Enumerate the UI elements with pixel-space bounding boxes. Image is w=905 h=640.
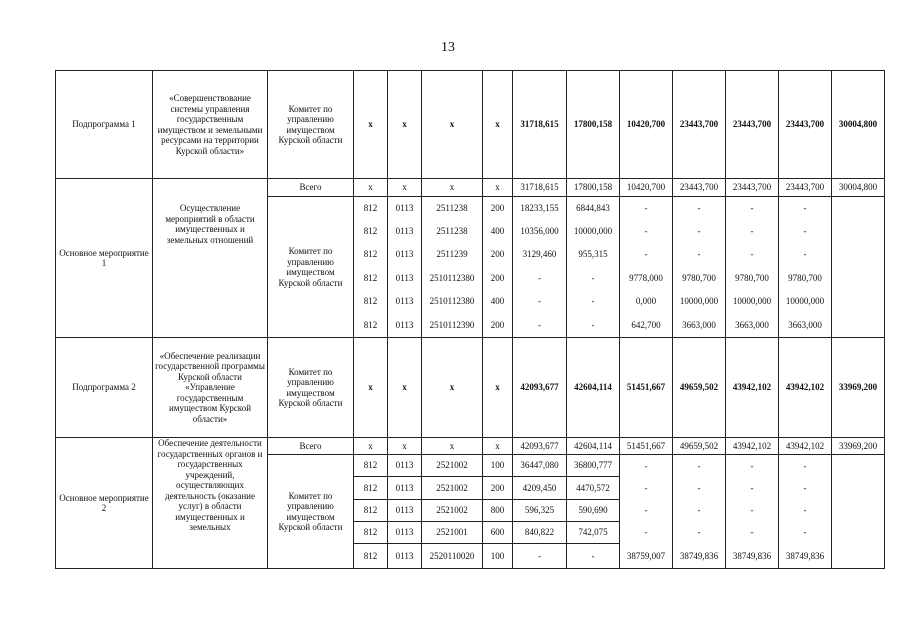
code-cell: 0113 [388,500,422,522]
subprogram-2-row [56,338,885,438]
measure-2-total-row [56,438,885,455]
empty-cell [832,197,885,338]
measure-name: Обеспечение деятельности государственных органов и государственных учреждений, осуществляющих деятельность (оказание услуг) в области имущественных и земельных [153,438,268,569]
value-cell: 10000,000 [673,290,726,314]
value-cell: - [779,455,832,477]
value-cell: 23443,700 [673,179,726,197]
value-cell: - [779,522,832,544]
value-cell: 30004,800 [832,71,885,179]
total-label: Всего [268,179,354,197]
code-cell: 812 [354,243,388,267]
value-cell: 51451,667 [620,438,673,455]
row-type-label: Основное мероприятие 1 [56,179,153,338]
value-cell: - [726,500,779,522]
measure-name: Осуществление мероприятий в области имущественных и земельных отношений [153,179,268,338]
value-cell: - [567,267,620,290]
code-cell: 0113 [388,544,422,569]
executor: Комитет по управлению имуществом Курской области [268,338,354,438]
value-cell: 43942,102 [779,338,832,438]
code-cell: 200 [483,197,513,220]
code-cell: x [354,179,388,197]
code-cell: 0113 [388,290,422,314]
value-cell: - [567,290,620,314]
code-cell: 2521002 [422,455,483,477]
row-type-label: Основное мероприятие 2 [56,438,153,569]
code-cell: 0113 [388,267,422,290]
value-cell: - [673,197,726,220]
value-cell: 23443,700 [726,179,779,197]
subprogram-1-row [56,71,885,179]
code-cell: 2521002 [422,477,483,500]
subprogram-name: «Обеспечение реализации государственной программы Курской области «Управление государственным имуществом Курской области» [153,338,268,438]
code-cell: x [483,71,513,179]
code-cell: 812 [354,522,388,544]
value-cell: 43942,102 [726,338,779,438]
value-cell: 38749,836 [673,544,726,569]
code-cell: 400 [483,290,513,314]
value-cell: 18233,155 [513,197,567,220]
value-cell: 42093,677 [513,438,567,455]
value-cell: - [779,500,832,522]
value-cell: - [620,243,673,267]
code-cell: 0113 [388,455,422,477]
value-cell: - [620,477,673,500]
code-cell: 200 [483,477,513,500]
value-cell: 9778,000 [620,267,673,290]
code-cell: 2511238 [422,220,483,243]
code-cell: 2521001 [422,522,483,544]
code-cell: 200 [483,314,513,338]
value-cell: - [726,455,779,477]
value-cell: 33969,200 [832,438,885,455]
value-cell: - [513,314,567,338]
value-cell: - [726,522,779,544]
value-cell: 6844,843 [567,197,620,220]
code-cell: 0113 [388,314,422,338]
code-cell: 2511239 [422,243,483,267]
code-cell: 812 [354,544,388,569]
code-cell: 2510112380 [422,290,483,314]
value-cell: 33969,200 [832,338,885,438]
code-cell: 800 [483,500,513,522]
value-cell: 590,690 [567,500,620,522]
value-cell: 10000,000 [567,220,620,243]
code-cell: x [422,179,483,197]
value-cell: - [726,243,779,267]
value-cell: 23443,700 [779,179,832,197]
code-cell: 600 [483,522,513,544]
code-cell: 200 [483,267,513,290]
value-cell: - [620,220,673,243]
value-cell: 36800,777 [567,455,620,477]
value-cell: 10000,000 [779,290,832,314]
value-cell: 43942,102 [779,438,832,455]
code-cell: 812 [354,267,388,290]
value-cell: - [567,314,620,338]
value-cell: - [620,197,673,220]
value-cell: - [673,477,726,500]
value-cell: 23443,700 [726,71,779,179]
code-cell: x [483,179,513,197]
value-cell: 31718,615 [513,179,567,197]
value-cell: 0,000 [620,290,673,314]
value-cell: 23443,700 [673,71,726,179]
measure-1-total-row [56,179,885,197]
code-cell: 812 [354,290,388,314]
value-cell: 23443,700 [779,71,832,179]
value-cell: 955,315 [567,243,620,267]
code-cell: 2521002 [422,500,483,522]
value-cell: 642,700 [620,314,673,338]
code-cell: 100 [483,544,513,569]
code-cell: x [483,338,513,438]
value-cell: 3663,000 [673,314,726,338]
code-cell: 812 [354,455,388,477]
code-cell: x [354,71,388,179]
value-cell: 4209,450 [513,477,567,500]
value-cell: 10420,700 [620,71,673,179]
code-cell: 2511238 [422,197,483,220]
code-cell: 812 [354,477,388,500]
code-cell: x [422,338,483,438]
value-cell: - [513,290,567,314]
code-cell: 100 [483,455,513,477]
value-cell: - [673,522,726,544]
code-cell: 812 [354,314,388,338]
value-cell: 840,822 [513,522,567,544]
value-cell: 36447,080 [513,455,567,477]
value-cell: 3663,000 [726,314,779,338]
code-cell: x [354,438,388,455]
empty-cell [832,455,885,569]
value-cell: 49659,502 [673,338,726,438]
code-cell: 0113 [388,477,422,500]
value-cell: 10420,700 [620,179,673,197]
value-cell: - [779,220,832,243]
value-cell: - [779,477,832,500]
code-cell: x [354,338,388,438]
value-cell: 742,075 [567,522,620,544]
value-cell: 10356,000 [513,220,567,243]
value-cell: - [726,220,779,243]
code-cell: x [388,338,422,438]
code-cell: 812 [354,197,388,220]
value-cell: - [779,197,832,220]
value-cell: 42604,114 [567,438,620,455]
value-cell: 42604,114 [567,338,620,438]
code-cell: 812 [354,220,388,243]
value-cell: 31718,615 [513,71,567,179]
value-cell: - [779,243,832,267]
value-cell: 51451,667 [620,338,673,438]
executor: Комитет по управлению имуществом Курской области [268,71,354,179]
code-cell: 0113 [388,522,422,544]
row-type-label: Подпрограмма 1 [56,71,153,179]
value-cell: - [620,500,673,522]
code-cell: x [483,438,513,455]
code-cell: x [388,179,422,197]
page-number: 13 [441,40,455,55]
code-cell: 2510112390 [422,314,483,338]
value-cell: - [620,455,673,477]
code-cell: 812 [354,500,388,522]
value-cell: 9780,700 [779,267,832,290]
value-cell: 17800,158 [567,179,620,197]
code-cell: x [388,71,422,179]
value-cell: 49659,502 [673,438,726,455]
value-cell: 9780,700 [673,267,726,290]
value-cell: 38749,836 [779,544,832,569]
value-cell: 17800,158 [567,71,620,179]
value-cell: 38749,836 [726,544,779,569]
code-cell: 0113 [388,220,422,243]
value-cell: 30004,800 [832,179,885,197]
code-cell: x [422,71,483,179]
value-cell: 10000,000 [726,290,779,314]
row-type-label: Подпрограмма 2 [56,338,153,438]
value-cell: 3663,000 [779,314,832,338]
code-cell: 2510112380 [422,267,483,290]
program-budget-table [55,70,885,569]
code-cell: 2520110020 [422,544,483,569]
value-cell: 4470,572 [567,477,620,500]
total-label: Всего [268,438,354,455]
value-cell: - [620,522,673,544]
code-cell: x [388,438,422,455]
value-cell: 596,325 [513,500,567,522]
value-cell: - [673,455,726,477]
value-cell: 9780,700 [726,267,779,290]
value-cell: - [673,500,726,522]
value-cell: - [726,477,779,500]
value-cell: 38759,007 [620,544,673,569]
value-cell: - [513,267,567,290]
code-cell: 200 [483,243,513,267]
value-cell: 43942,102 [726,438,779,455]
code-cell: 400 [483,220,513,243]
executor: Комитет по управлению имуществом Курской области [268,197,354,338]
value-cell: - [673,220,726,243]
code-cell: 0113 [388,197,422,220]
value-cell: - [513,544,567,569]
executor: Комитет по управлению имуществом Курской области [268,455,354,569]
value-cell: 3129,460 [513,243,567,267]
value-cell: - [673,243,726,267]
value-cell: - [726,197,779,220]
subprogram-name: «Совершенствование системы управления государственным имуществом и земельными ресурсами на территории Курской области» [153,71,268,179]
value-cell: 42093,677 [513,338,567,438]
code-cell: x [422,438,483,455]
value-cell: - [567,544,620,569]
code-cell: 0113 [388,243,422,267]
